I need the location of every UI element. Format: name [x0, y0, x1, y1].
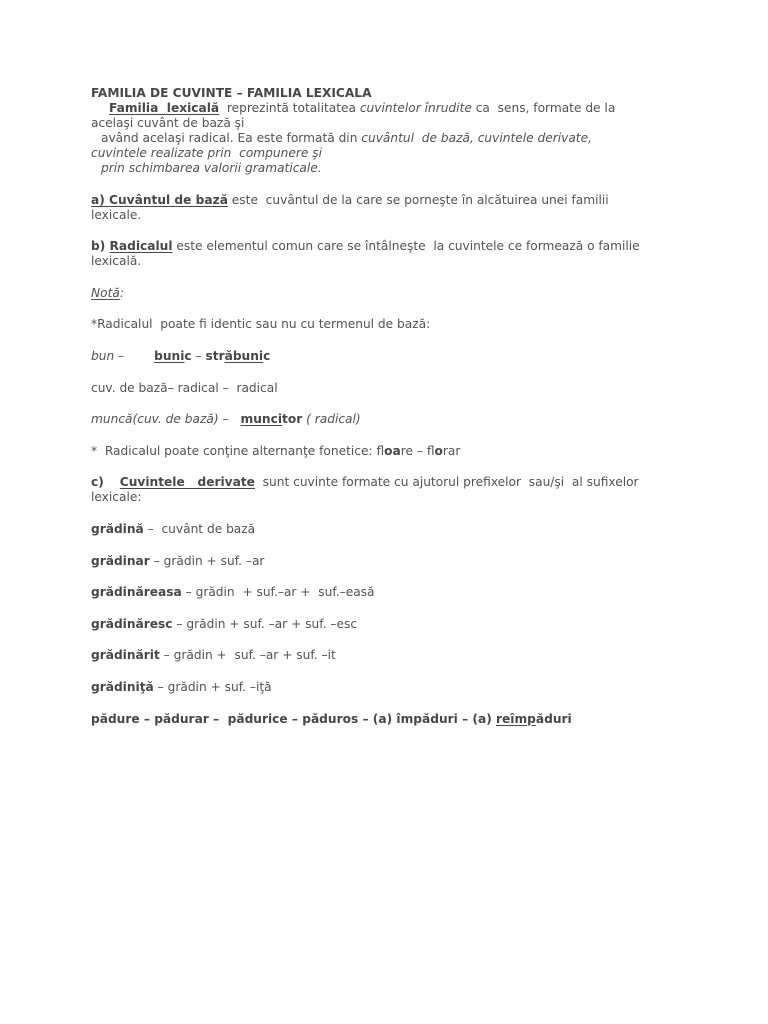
- example-bun-separator: –: [191, 348, 206, 363]
- example-bun: [91, 349, 768, 364]
- definition-term: Familia lexicală: [109, 101, 220, 115]
- example-bun-start-2: str: [205, 348, 225, 363]
- note-2-word-2c: rar: [442, 443, 461, 458]
- family-series-underlined: reîmp: [496, 711, 536, 726]
- definition-text: ca sens, formate de la: [471, 101, 616, 115]
- example-munca-base: muncă(cuv. de bază) –: [91, 412, 229, 427]
- section-a-text: este cuvântul de la care se porneşte în alcătuirea unei familii: [227, 192, 609, 207]
- section-b-marker: b): [91, 239, 110, 254]
- derivative-line: [91, 617, 768, 632]
- definition-line-5: [91, 161, 768, 176]
- example-munca-word: [241, 412, 303, 426]
- derivative-line: [91, 522, 768, 537]
- example-munca-line: [91, 412, 768, 427]
- derivative-line: [91, 554, 768, 569]
- note-label: Notă: [91, 285, 120, 300]
- definition-text: reprezintă totalitatea: [219, 101, 360, 115]
- derivative-word: grădinăresc: [91, 616, 173, 631]
- example-cuv-text: cuv. de bază– radical – radical: [91, 380, 278, 395]
- derivative-word: grădiniţă: [91, 679, 154, 694]
- note-2-word-1b: oa: [384, 443, 401, 458]
- definition-italic: cuvântul de bază, cuvintele derivate,: [361, 131, 592, 145]
- example-munca-note: ( radical): [302, 412, 361, 427]
- derivative-row: [91, 585, 768, 600]
- note-colon: :: [119, 285, 124, 300]
- section-c-line-2: lexicale:: [91, 490, 142, 505]
- derivative-analysis: – grădin + suf. –ar + suf. –it: [159, 648, 336, 663]
- derivative-line: [91, 648, 768, 663]
- example-bun-base: bun –: [91, 348, 125, 363]
- definition-italic: cuvintele realizate prin compunere şi: [91, 146, 322, 160]
- derivative-row: [91, 680, 768, 695]
- definition-line-3: [91, 131, 768, 146]
- definition-paragraph: [91, 86, 768, 176]
- note-2-word-2a: fl: [426, 443, 435, 458]
- section-b-line-2: lexicală.: [91, 254, 142, 269]
- example-bun-line: [91, 349, 768, 364]
- section-c-term: Cuvintele derivate: [119, 475, 255, 490]
- derivative-line: [91, 680, 768, 695]
- section-a-line-2: lexicale.: [91, 207, 142, 222]
- family-series-end: ăduri: [535, 711, 572, 726]
- note-2-word-1a: fl: [376, 443, 385, 458]
- example-bun-end-1: c: [184, 348, 192, 363]
- family-series: [91, 712, 768, 727]
- definition-line-1: [91, 101, 768, 116]
- section-a-term: a) Cuvântul de bază: [91, 192, 228, 207]
- note-line: [91, 286, 768, 301]
- derivative-analysis: – grădin + suf. –iţă: [153, 679, 272, 694]
- section-c: [91, 475, 768, 505]
- derivative-analysis: – grădin + suf. –ar + suf. –esc: [172, 616, 358, 631]
- derivative-word: grădină: [91, 521, 144, 536]
- section-a-line-1: [91, 193, 768, 208]
- note-2-text: * Radicalul poate conţine alternanţe fonetice:: [91, 443, 377, 458]
- example-munca-end: tor: [282, 412, 303, 427]
- family-series-words: pădure – pădurar – pădurice – păduros – (a) împăduri – (a): [91, 711, 497, 726]
- derivative-line: [91, 585, 768, 600]
- definition-line-2: [91, 116, 768, 131]
- note-2-separator: –: [412, 443, 427, 458]
- family-series-line: [91, 712, 768, 727]
- section-c-marker: c): [91, 475, 104, 490]
- example-bun-end-2: c: [263, 348, 271, 363]
- derivative-analysis: – cuvânt de bază: [143, 521, 256, 536]
- example-cuv: [91, 381, 768, 396]
- derivative-analysis: – grădin + suf.–ar + suf.–easă: [181, 585, 375, 600]
- definition-italic: cuvintelor înrudite: [359, 101, 472, 115]
- section-b-text: este elementul comun care se întâlneşte la cuvintele ce formează o familie: [172, 239, 640, 254]
- example-munca: [91, 412, 768, 427]
- section-b-line-1: [91, 239, 768, 254]
- note-1: [91, 317, 768, 332]
- section-b: [91, 239, 768, 269]
- section-c-text: sunt cuvinte formate cu ajutorul prefixelor sau/şi al sufixelor: [254, 475, 639, 490]
- page-title: FAMILIA DE CUVINTE – FAMILIA LEXICALA: [91, 86, 372, 100]
- example-bun-word-2: [206, 349, 271, 363]
- note-heading: [91, 286, 768, 301]
- derivative-analysis: – grădin + suf. –ar: [149, 553, 265, 568]
- note-2-word-2b: o: [434, 443, 443, 458]
- derivative-word: grădinărit: [91, 648, 160, 663]
- derivative-row: [91, 554, 768, 569]
- derivative-word: grădinăreasa: [91, 585, 182, 600]
- note-2-word-1c: re: [400, 443, 413, 458]
- section-a: [91, 193, 768, 223]
- note-2-line: [91, 444, 768, 459]
- example-bun-root-1: buni: [154, 348, 185, 363]
- example-bun-root-2: ăbuni: [224, 348, 264, 363]
- derivative-word: grădinar: [91, 553, 150, 568]
- note-1-text: *Radicalul poate fi identic sau nu cu termenul de bază:: [91, 317, 431, 332]
- definition-line-4: [91, 146, 768, 161]
- derivative-row: [91, 648, 768, 663]
- definition-text: având acelaşi radical. Ea este formată din: [101, 131, 362, 145]
- derivative-row: [91, 617, 768, 632]
- definition-italic: prin schimbarea valorii gramaticale.: [101, 161, 322, 175]
- definition-text: acelaşi cuvânt de bază şi: [91, 116, 245, 130]
- note-2: [91, 444, 768, 459]
- example-bun-word-1: [154, 349, 192, 363]
- section-b-term: Radicalul: [109, 239, 173, 254]
- derivative-row: [91, 522, 768, 537]
- example-munca-root: munci: [240, 412, 283, 427]
- section-c-line-1: [91, 475, 768, 490]
